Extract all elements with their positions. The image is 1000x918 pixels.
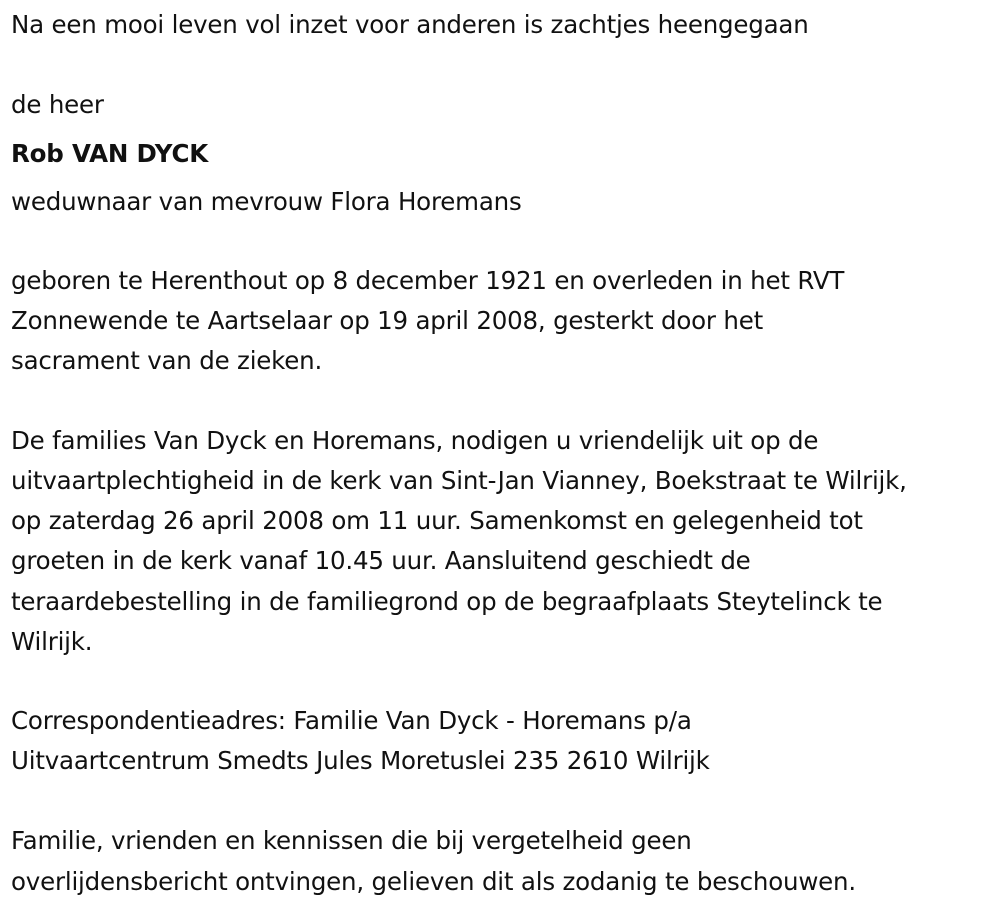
honorific: de heer	[11, 90, 104, 119]
ceremony-line: teraardebestelling in de familiegrond op de begraafplaats Steytelinck te	[11, 587, 883, 616]
ceremony-line: De families Van Dyck en Horemans, nodigen u vriendelijk uit op de	[11, 426, 819, 455]
correspondence-line: Uitvaartcentrum Smedts Jules Moretuslei 235 2610 Wilrijk	[11, 746, 710, 775]
ceremony-line: groeten in de kerk vanaf 10.45 uur. Aansluitend geschiedt de	[11, 546, 751, 575]
birth-death-line: Zonnewende te Aartselaar op 19 april 2008, gesterkt door het	[11, 306, 763, 335]
ceremony-line: uitvaartplechtigheid in de kerk van Sint-Jan Vianney, Boekstraat te Wilrijk,	[11, 466, 907, 495]
deceased-name: Rob VAN DYCK	[11, 139, 209, 168]
ceremony-line: Wilrijk.	[11, 627, 93, 656]
closing-line: Familie, vrienden en kennissen die bij vergetelheid geen	[11, 826, 692, 855]
closing-line: overlijdensbericht ontvingen, gelieven dit als zodanig te beschouwen.	[11, 867, 856, 896]
intro-text: Na een mooi leven vol inzet voor anderen is zachtjes heengegaan	[11, 10, 809, 39]
birth-death-line: sacrament van de zieken.	[11, 346, 323, 375]
birth-death-line: geboren te Herenthout op 8 december 1921 en overleden in het RVT	[11, 266, 845, 295]
relation-text: weduwnaar van mevrouw Flora Horemans	[11, 187, 522, 216]
ceremony-line: op zaterdag 26 april 2008 om 11 uur. Samenkomst en gelegenheid tot	[11, 506, 863, 535]
correspondence-line: Correspondentieadres: Familie Van Dyck - Horemans p/a	[11, 706, 692, 735]
